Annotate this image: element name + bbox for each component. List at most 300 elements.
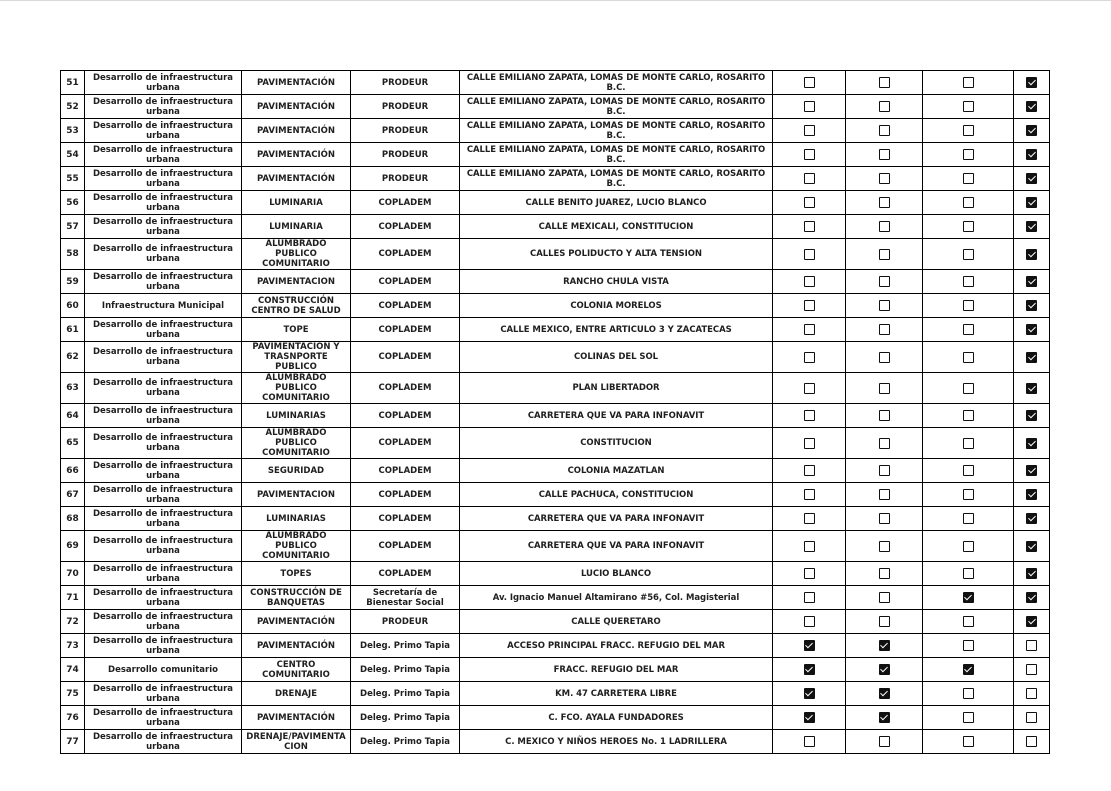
checkbox-cell	[1014, 586, 1050, 610]
work-type-cell: Desarrollo de infraestructura urbana	[85, 507, 242, 531]
location-cell: CARRETERA QUE VA PARA INFONAVIT	[460, 531, 773, 562]
checkbox-cell	[773, 531, 846, 562]
unchecked-box-icon[interactable]	[879, 489, 890, 500]
unchecked-box-icon[interactable]	[879, 221, 890, 232]
checkbox-cell	[923, 318, 1014, 342]
unchecked-box-icon[interactable]	[1026, 712, 1037, 723]
unchecked-box-icon[interactable]	[963, 77, 974, 88]
work-type-cell: Desarrollo de infraestructura urbana	[85, 167, 242, 191]
location-cell: CARRETERA QUE VA PARA INFONAVIT	[460, 507, 773, 531]
row-number: 57	[61, 215, 85, 239]
checkbox-cell	[923, 167, 1014, 191]
checkbox-cell	[1014, 294, 1050, 318]
unchecked-box-icon[interactable]	[804, 568, 815, 579]
table-row	[61, 634, 1050, 658]
checked-box-icon[interactable]	[963, 664, 974, 675]
unchecked-box-icon[interactable]	[879, 410, 890, 421]
checkbox-cell	[846, 373, 923, 404]
unchecked-box-icon[interactable]	[879, 149, 890, 160]
work-type-cell: Desarrollo de infraestructura urbana	[85, 682, 242, 706]
work-type-cell: Desarrollo de infraestructura urbana	[85, 191, 242, 215]
checked-box-icon[interactable]	[1026, 276, 1037, 287]
unchecked-box-icon[interactable]	[804, 736, 815, 747]
checkbox-cell	[1014, 95, 1050, 119]
row-number: 62	[61, 342, 85, 373]
program-cell: PRODEUR	[351, 71, 460, 95]
program-cell: Deleg. Primo Tapia	[351, 730, 460, 754]
checkbox-cell	[923, 404, 1014, 428]
checkbox-cell	[1014, 270, 1050, 294]
work-type-cell: Desarrollo de infraestructura urbana	[85, 483, 242, 507]
unchecked-box-icon[interactable]	[804, 149, 815, 160]
checked-box-icon[interactable]	[1026, 173, 1037, 184]
work-type-cell: Desarrollo de infraestructura urbana	[85, 404, 242, 428]
checked-box-icon[interactable]	[879, 712, 890, 723]
unchecked-box-icon[interactable]	[879, 324, 890, 335]
row-number: 51	[61, 71, 85, 95]
unchecked-box-icon[interactable]	[879, 352, 890, 363]
table-row	[61, 730, 1050, 754]
location-cell: C. FCO. AYALA FUNDADORES	[460, 706, 773, 730]
checkbox-cell	[773, 270, 846, 294]
program-cell: PRODEUR	[351, 167, 460, 191]
checkbox-cell	[923, 507, 1014, 531]
unchecked-box-icon[interactable]	[963, 125, 974, 136]
unchecked-box-icon[interactable]	[804, 465, 815, 476]
work-name-cell: DRENAJE	[242, 682, 351, 706]
checkbox-cell	[923, 342, 1014, 373]
unchecked-box-icon[interactable]	[804, 125, 815, 136]
checked-box-icon[interactable]	[1026, 568, 1037, 579]
checkbox-cell	[773, 730, 846, 754]
location-cell: CONSTITUCION	[460, 428, 773, 459]
table-row	[61, 239, 1050, 270]
table-row	[61, 342, 1050, 373]
checkbox-cell	[1014, 167, 1050, 191]
unchecked-box-icon[interactable]	[963, 438, 974, 449]
row-number: 65	[61, 428, 85, 459]
unchecked-box-icon[interactable]	[963, 640, 974, 651]
work-name-cell: PAVIMENTACIÓN	[242, 634, 351, 658]
work-type-cell: Desarrollo de infraestructura urbana	[85, 586, 242, 610]
row-number: 52	[61, 95, 85, 119]
checkbox-cell	[773, 428, 846, 459]
works-table	[60, 70, 1050, 754]
unchecked-box-icon[interactable]	[1026, 664, 1037, 675]
checked-box-icon[interactable]	[1026, 410, 1037, 421]
table-row	[61, 706, 1050, 730]
location-cell: CALLE EMILIANO ZAPATA, LOMAS DE MONTE CARLO, ROSARITO B.C.	[460, 95, 773, 119]
row-number: 75	[61, 682, 85, 706]
work-type-cell: Desarrollo de infraestructura urbana	[85, 428, 242, 459]
location-cell: CALLE EMILIANO ZAPATA, LOMAS DE MONTE CARLO, ROSARITO B.C.	[460, 119, 773, 143]
checkbox-cell	[773, 143, 846, 167]
unchecked-box-icon[interactable]	[1026, 640, 1037, 651]
checkbox-cell	[846, 459, 923, 483]
checkbox-cell	[923, 95, 1014, 119]
unchecked-box-icon[interactable]	[963, 712, 974, 723]
work-name-cell: PAVIMENTACIÓN	[242, 119, 351, 143]
program-cell: PRODEUR	[351, 610, 460, 634]
checked-box-icon[interactable]	[1026, 383, 1037, 394]
location-cell: CALLE EMILIANO ZAPATA, LOMAS DE MONTE CARLO, ROSARITO B.C.	[460, 167, 773, 191]
program-cell: COPLADEM	[351, 507, 460, 531]
unchecked-box-icon[interactable]	[963, 688, 974, 699]
unchecked-box-icon[interactable]	[1026, 736, 1037, 747]
checkbox-cell	[1014, 428, 1050, 459]
checkbox-cell	[1014, 143, 1050, 167]
checkbox-cell	[923, 191, 1014, 215]
unchecked-box-icon[interactable]	[963, 410, 974, 421]
program-cell: COPLADEM	[351, 191, 460, 215]
checkbox-cell	[846, 95, 923, 119]
checked-box-icon[interactable]	[804, 640, 815, 651]
checkbox-cell	[773, 586, 846, 610]
unchecked-box-icon[interactable]	[879, 541, 890, 552]
work-type-cell: Desarrollo comunitario	[85, 658, 242, 682]
program-cell: COPLADEM	[351, 562, 460, 586]
program-cell: Secretaría de Bienestar Social	[351, 586, 460, 610]
work-type-cell: Desarrollo de infraestructura urbana	[85, 342, 242, 373]
unchecked-box-icon[interactable]	[963, 352, 974, 363]
checked-box-icon[interactable]	[879, 640, 890, 651]
table-row	[61, 562, 1050, 586]
checkbox-cell	[773, 373, 846, 404]
unchecked-box-icon[interactable]	[879, 276, 890, 287]
checkbox-cell	[846, 318, 923, 342]
row-number: 68	[61, 507, 85, 531]
unchecked-box-icon[interactable]	[804, 173, 815, 184]
unchecked-box-icon[interactable]	[963, 513, 974, 524]
unchecked-box-icon[interactable]	[963, 300, 974, 311]
table-row	[61, 404, 1050, 428]
unchecked-box-icon[interactable]	[879, 736, 890, 747]
location-cell: Av. Ignacio Manuel Altamirano #56, Col. Magisterial	[460, 586, 773, 610]
checked-box-icon[interactable]	[1026, 352, 1037, 363]
location-cell: CALLE EMILIANO ZAPATA, LOMAS DE MONTE CARLO, ROSARITO B.C.	[460, 143, 773, 167]
checkbox-cell	[846, 71, 923, 95]
unchecked-box-icon[interactable]	[804, 276, 815, 287]
work-type-cell: Desarrollo de infraestructura urbana	[85, 730, 242, 754]
checkbox-cell	[773, 95, 846, 119]
unchecked-box-icon[interactable]	[804, 197, 815, 208]
checkbox-cell	[773, 658, 846, 682]
unchecked-box-icon[interactable]	[963, 541, 974, 552]
unchecked-box-icon[interactable]	[879, 77, 890, 88]
unchecked-box-icon[interactable]	[804, 438, 815, 449]
row-number: 71	[61, 586, 85, 610]
unchecked-box-icon[interactable]	[879, 197, 890, 208]
checkbox-cell	[923, 373, 1014, 404]
checked-box-icon[interactable]	[804, 688, 815, 699]
unchecked-box-icon[interactable]	[879, 568, 890, 579]
checkbox-cell	[1014, 531, 1050, 562]
program-cell: Deleg. Primo Tapia	[351, 634, 460, 658]
row-number: 66	[61, 459, 85, 483]
unchecked-box-icon[interactable]	[804, 249, 815, 260]
checkbox-cell	[923, 459, 1014, 483]
work-name-cell: LUMINARIAS	[242, 404, 351, 428]
table-row	[61, 483, 1050, 507]
checkbox-cell	[773, 562, 846, 586]
checked-box-icon[interactable]	[879, 664, 890, 675]
checkbox-cell	[773, 610, 846, 634]
location-cell: ACCESO PRINCIPAL FRACC. REFUGIO DEL MAR	[460, 634, 773, 658]
unchecked-box-icon[interactable]	[879, 383, 890, 394]
location-cell: RANCHO CHULA VISTA	[460, 270, 773, 294]
row-number: 73	[61, 634, 85, 658]
location-cell: COLINAS DEL SOL	[460, 342, 773, 373]
checkbox-cell	[846, 270, 923, 294]
table-body	[61, 71, 1050, 754]
work-name-cell: LUMINARIAS	[242, 507, 351, 531]
checked-box-icon[interactable]	[1026, 221, 1037, 232]
unchecked-box-icon[interactable]	[879, 592, 890, 603]
location-cell: CALLE PACHUCA, CONSTITUCION	[460, 483, 773, 507]
work-type-cell: Desarrollo de infraestructura urbana	[85, 119, 242, 143]
checkbox-cell	[1014, 119, 1050, 143]
location-cell: CARRETERA QUE VA PARA INFONAVIT	[460, 404, 773, 428]
unchecked-box-icon[interactable]	[963, 383, 974, 394]
program-cell: COPLADEM	[351, 483, 460, 507]
program-cell: COPLADEM	[351, 373, 460, 404]
checkbox-cell	[846, 119, 923, 143]
unchecked-box-icon[interactable]	[804, 324, 815, 335]
checked-box-icon[interactable]	[879, 688, 890, 699]
checkbox-cell	[773, 706, 846, 730]
unchecked-box-icon[interactable]	[804, 221, 815, 232]
checkbox-cell	[773, 483, 846, 507]
unchecked-box-icon[interactable]	[963, 736, 974, 747]
unchecked-box-icon[interactable]	[804, 101, 815, 112]
program-cell: Deleg. Primo Tapia	[351, 682, 460, 706]
row-number: 64	[61, 404, 85, 428]
checked-box-icon[interactable]	[1026, 77, 1037, 88]
program-cell: Deleg. Primo Tapia	[351, 658, 460, 682]
checkbox-cell	[923, 119, 1014, 143]
checkbox-cell	[773, 294, 846, 318]
program-cell: PRODEUR	[351, 119, 460, 143]
unchecked-box-icon[interactable]	[804, 352, 815, 363]
location-cell: FRACC. REFUGIO DEL MAR	[460, 658, 773, 682]
location-cell: CALLE QUERETARO	[460, 610, 773, 634]
work-name-cell: CONSTRUCCIÓN DE BANQUETAS	[242, 586, 351, 610]
checkbox-cell	[1014, 610, 1050, 634]
checked-box-icon[interactable]	[804, 664, 815, 675]
checkbox-cell	[846, 215, 923, 239]
unchecked-box-icon[interactable]	[804, 592, 815, 603]
checkbox-cell	[923, 706, 1014, 730]
row-number: 55	[61, 167, 85, 191]
checkbox-cell	[773, 342, 846, 373]
unchecked-box-icon[interactable]	[963, 489, 974, 500]
checkbox-cell	[846, 586, 923, 610]
checkbox-cell	[846, 428, 923, 459]
checked-box-icon[interactable]	[1026, 197, 1037, 208]
checkbox-cell	[773, 634, 846, 658]
table-row	[61, 682, 1050, 706]
checked-box-icon[interactable]	[1026, 513, 1037, 524]
checkbox-cell	[846, 610, 923, 634]
checkbox-cell	[923, 682, 1014, 706]
checkbox-cell	[846, 706, 923, 730]
program-cell: Deleg. Primo Tapia	[351, 706, 460, 730]
work-name-cell: LUMINARIA	[242, 191, 351, 215]
checkbox-cell	[1014, 507, 1050, 531]
unchecked-box-icon[interactable]	[963, 101, 974, 112]
program-cell: PRODEUR	[351, 95, 460, 119]
unchecked-box-icon[interactable]	[804, 77, 815, 88]
unchecked-box-icon[interactable]	[804, 383, 815, 394]
row-number: 58	[61, 239, 85, 270]
work-name-cell: PAVIMENTACION	[242, 270, 351, 294]
checkbox-cell	[1014, 682, 1050, 706]
unchecked-box-icon[interactable]	[963, 465, 974, 476]
program-cell: COPLADEM	[351, 531, 460, 562]
unchecked-box-icon[interactable]	[963, 173, 974, 184]
table-row	[61, 318, 1050, 342]
work-name-cell: PAVIMENTACIÓN	[242, 167, 351, 191]
checkbox-cell	[773, 404, 846, 428]
row-number: 72	[61, 610, 85, 634]
unchecked-box-icon[interactable]	[879, 616, 890, 627]
unchecked-box-icon[interactable]	[879, 513, 890, 524]
unchecked-box-icon[interactable]	[804, 489, 815, 500]
checkbox-cell	[1014, 634, 1050, 658]
table-row	[61, 191, 1050, 215]
unchecked-box-icon[interactable]	[963, 197, 974, 208]
table-row	[61, 586, 1050, 610]
checkbox-cell	[773, 71, 846, 95]
checked-box-icon[interactable]	[1026, 125, 1037, 136]
checkbox-cell	[773, 191, 846, 215]
row-number: 54	[61, 143, 85, 167]
location-cell: C. MEXICO Y NIÑOS HEROES No. 1 LADRILLERA	[460, 730, 773, 754]
checkbox-cell	[846, 191, 923, 215]
program-cell: COPLADEM	[351, 342, 460, 373]
program-cell: COPLADEM	[351, 404, 460, 428]
program-cell: COPLADEM	[351, 215, 460, 239]
location-cell: CALLE MEXICALI, CONSTITUCION	[460, 215, 773, 239]
table-row	[61, 610, 1050, 634]
unchecked-box-icon[interactable]	[804, 616, 815, 627]
checked-box-icon[interactable]	[1026, 249, 1037, 260]
unchecked-box-icon[interactable]	[963, 616, 974, 627]
table-row	[61, 507, 1050, 531]
checkbox-cell	[773, 507, 846, 531]
work-type-cell: Desarrollo de infraestructura urbana	[85, 318, 242, 342]
checked-box-icon[interactable]	[804, 712, 815, 723]
work-type-cell: Desarrollo de infraestructura urbana	[85, 634, 242, 658]
work-name-cell: PAVIMENTACIÓN	[242, 71, 351, 95]
checkbox-cell	[846, 143, 923, 167]
unchecked-box-icon[interactable]	[879, 249, 890, 260]
unchecked-box-icon[interactable]	[879, 125, 890, 136]
checkbox-cell	[846, 294, 923, 318]
unchecked-box-icon[interactable]	[879, 101, 890, 112]
table-row	[61, 119, 1050, 143]
unchecked-box-icon[interactable]	[804, 541, 815, 552]
unchecked-box-icon[interactable]	[879, 173, 890, 184]
checked-box-icon[interactable]	[1026, 616, 1037, 627]
unchecked-box-icon[interactable]	[963, 276, 974, 287]
checkbox-cell	[1014, 239, 1050, 270]
location-cell: CALLE EMILIANO ZAPATA, LOMAS DE MONTE CARLO, ROSARITO B.C.	[460, 71, 773, 95]
work-name-cell: ALUMBRADO PUBLICO COMUNITARIO	[242, 531, 351, 562]
table-row	[61, 143, 1050, 167]
table-row	[61, 658, 1050, 682]
checkbox-cell	[1014, 191, 1050, 215]
location-cell: COLONIA MAZATLAN	[460, 459, 773, 483]
work-type-cell: Desarrollo de infraestructura urbana	[85, 610, 242, 634]
program-cell: PRODEUR	[351, 143, 460, 167]
checkbox-cell	[923, 215, 1014, 239]
checkbox-cell	[923, 610, 1014, 634]
row-number: 67	[61, 483, 85, 507]
checked-box-icon[interactable]	[1026, 101, 1037, 112]
work-type-cell: Desarrollo de infraestructura urbana	[85, 270, 242, 294]
checked-box-icon[interactable]	[1026, 324, 1037, 335]
unchecked-box-icon[interactable]	[879, 300, 890, 311]
checkbox-cell	[923, 143, 1014, 167]
work-type-cell: Infraestructura Municipal	[85, 294, 242, 318]
program-cell: COPLADEM	[351, 318, 460, 342]
program-cell: COPLADEM	[351, 239, 460, 270]
work-name-cell: TOPES	[242, 562, 351, 586]
checkbox-cell	[1014, 562, 1050, 586]
checked-box-icon[interactable]	[1026, 438, 1037, 449]
checked-box-icon[interactable]	[1026, 300, 1037, 311]
work-name-cell: SEGURIDAD	[242, 459, 351, 483]
checked-box-icon[interactable]	[1026, 489, 1037, 500]
unchecked-box-icon[interactable]	[804, 513, 815, 524]
checkbox-cell	[1014, 706, 1050, 730]
table-row	[61, 531, 1050, 562]
row-number: 69	[61, 531, 85, 562]
checked-box-icon[interactable]	[1026, 465, 1037, 476]
unchecked-box-icon[interactable]	[879, 465, 890, 476]
table-row	[61, 167, 1050, 191]
unchecked-box-icon[interactable]	[804, 300, 815, 311]
unchecked-box-icon[interactable]	[963, 149, 974, 160]
program-cell: COPLADEM	[351, 270, 460, 294]
checkbox-cell	[773, 318, 846, 342]
checkbox-cell	[846, 730, 923, 754]
unchecked-box-icon[interactable]	[963, 221, 974, 232]
checkbox-cell	[923, 531, 1014, 562]
unchecked-box-icon[interactable]	[879, 438, 890, 449]
unchecked-box-icon[interactable]	[963, 324, 974, 335]
checkbox-cell	[1014, 730, 1050, 754]
checked-box-icon[interactable]	[963, 592, 974, 603]
checked-box-icon[interactable]	[1026, 149, 1037, 160]
checkbox-cell	[1014, 373, 1050, 404]
unchecked-box-icon[interactable]	[963, 249, 974, 260]
table-row	[61, 459, 1050, 483]
unchecked-box-icon[interactable]	[804, 410, 815, 421]
unchecked-box-icon[interactable]	[1026, 688, 1037, 699]
unchecked-box-icon[interactable]	[963, 568, 974, 579]
location-cell: CALLE MEXICO, ENTRE ARTICULO 3 Y ZACATECAS	[460, 318, 773, 342]
checkbox-cell	[923, 586, 1014, 610]
checkbox-cell	[846, 167, 923, 191]
checkbox-cell	[773, 119, 846, 143]
checkbox-cell	[923, 483, 1014, 507]
work-name-cell: ALUMBRADO PUBLICO COMUNITARIO	[242, 428, 351, 459]
work-name-cell: PAVIMENTACIÓN	[242, 143, 351, 167]
checked-box-icon[interactable]	[1026, 592, 1037, 603]
checked-box-icon[interactable]	[1026, 541, 1037, 552]
